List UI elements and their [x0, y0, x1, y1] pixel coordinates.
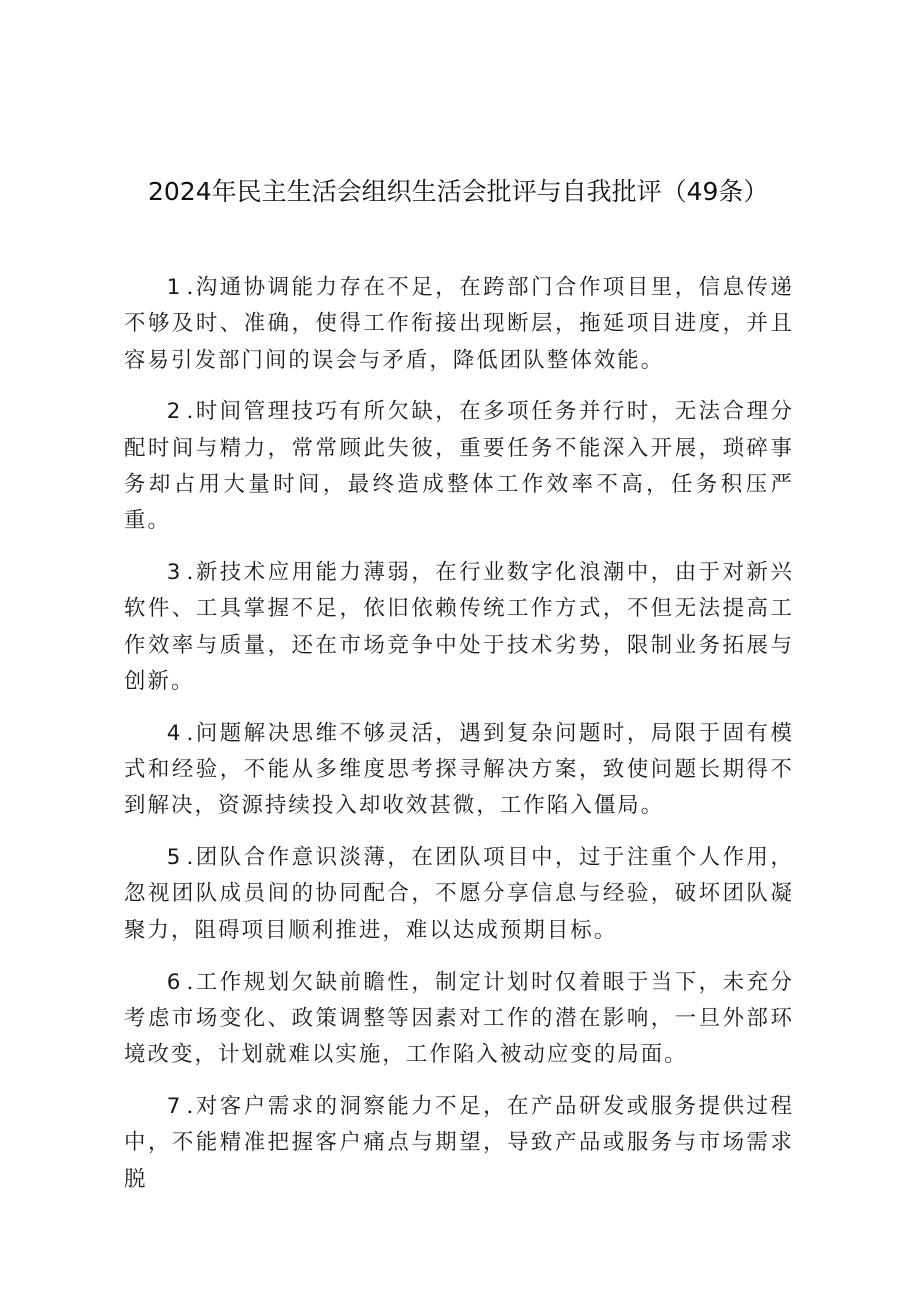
item-number: 6 [166, 969, 183, 995]
list-item [124, 965, 794, 1074]
list-item [124, 270, 794, 379]
list-item [124, 1089, 794, 1198]
item-text: .对客户需求的洞察能力不足，在产品研发或服务提供过程中，不能精准把握客户痛点与期望，导致产品或服务与市场需求脱 [124, 1093, 794, 1192]
item-number: 4 [166, 720, 183, 746]
item-number: 7 [166, 1093, 183, 1119]
item-number: 3 [166, 560, 183, 586]
list-item [124, 555, 794, 700]
item-text: .问题解决思维不够灵活，遇到复杂问题时，局限于固有模式和经验，不能从多维度思考探寻解决方案，致使问题长期得不到解决，资源持续投入却收效甚微，工作陷入僵局。 [124, 720, 794, 819]
item-number: 2 [166, 399, 183, 425]
item-number: 5 [166, 845, 183, 871]
item-text: .沟通协调能力存在不足，在跨部门合作项目里，信息传递不够及时、准确，使得工作衔接出现断层，拖延项目进度，并且容易引发部门间的误会与矛盾，降低团队整体效能。 [124, 275, 794, 373]
item-number: 1 [166, 275, 183, 300]
list-item [124, 716, 794, 825]
document-title: 2024年民主生活会组织生活会批评与自我批评（49条） [148, 177, 769, 206]
list-item [124, 840, 794, 949]
document-body [124, 270, 794, 1213]
item-text: .新技术应用能力薄弱，在行业数字化浪潮中，由于对新兴软件、工具掌握不足，依旧依赖传统工作方式，不但无法提高工作效率与质量，还在市场竞争中处于技术劣势，限制业务拓展与创新。 [124, 560, 794, 694]
item-text: .时间管理技巧有所欠缺，在多项任务并行时，无法合理分配时间与精力，常常顾此失彼，重要任务不能深入开展，琐碎事务却占用大量时间，最终造成整体工作效率不高，任务积压严重。 [124, 399, 794, 534]
item-text: .工作规划欠缺前瞻性，制定计划时仅着眼于当下，未充分考虑市场变化、政策调整等因素对工作的潜在影响，一旦外部环境改变，计划就难以实施，工作陷入被动应变的局面。 [124, 969, 794, 1068]
item-text: .团队合作意识淡薄，在团队项目中，过于注重个人作用，忽视团队成员间的协同配合，不愿分享信息与经验，破坏团队凝聚力，阻碍项目顺利推进，难以达成预期目标。 [124, 845, 794, 943]
list-item [124, 394, 794, 539]
